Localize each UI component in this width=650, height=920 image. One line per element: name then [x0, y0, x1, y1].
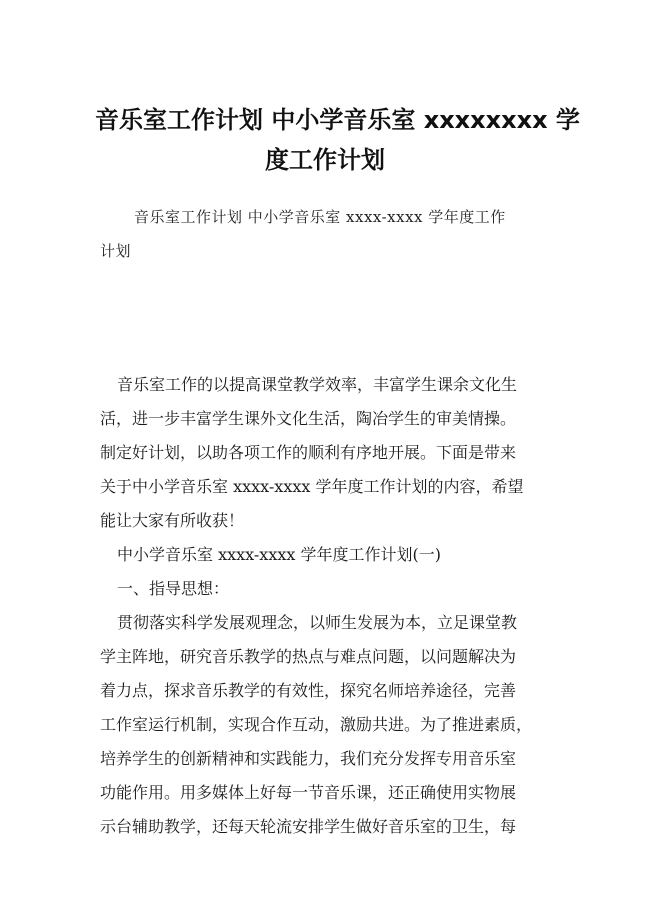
- body-line: 着力点，探求音乐教学的有效性，探究名师培养途径，完善: [100, 681, 517, 700]
- body-line: 关于中小学音乐室 xxxx-xxxx 学年度工作计划的内容，希望: [100, 477, 524, 496]
- subtitle-line-2: 计划: [100, 242, 132, 260]
- body-line: 音乐室工作的以提高课堂教学效率，丰富学生课余文化生: [117, 375, 518, 394]
- document-title: [95, 100, 580, 180]
- title-line-2: 度工作计划: [265, 146, 385, 174]
- subtitle-line-1: 音乐室工作计划 中小学音乐室 xxxx-xxxx 学年度工作: [134, 208, 506, 226]
- body-line: 功能作用。用多媒体上好每一节音乐课，还正确使用实物展: [100, 783, 517, 802]
- section-heading: 中小学音乐室 xxxx-xxxx 学年度工作计划(一): [117, 545, 441, 564]
- body-line: 活，进一步丰富学生课外文化生活，陶冶学生的审美情操。: [100, 409, 517, 428]
- title-line-1: 音乐室工作计划 中小学音乐室 xxxxxxxx 学: [95, 106, 580, 134]
- body-line: 贯彻落实科学发展观理念，以师生发展为本，立足课堂教: [117, 613, 518, 632]
- body-line: 能让大家有所收获！: [100, 511, 245, 530]
- body-line: 工作室运行机制，实现合作互动，激励共进。为了推进素质，: [100, 715, 533, 734]
- body-line: 培养学生的创新精神和实践能力，我们充分发挥专用音乐室: [100, 749, 517, 768]
- body-line: 示台辅助教学，还每天轮流安排学生做好音乐室的卫生，每: [100, 817, 517, 836]
- document-subtitle: [100, 200, 555, 268]
- body-line: 学主阵地，研究音乐教学的热点与难点问题，以问题解决为: [100, 647, 517, 666]
- document-body: [100, 368, 555, 844]
- subsection-heading: 一、指导思想：: [117, 579, 230, 598]
- body-line: 制定好计划，以助各项工作的顺利有序地开展。下面是带来: [100, 443, 517, 462]
